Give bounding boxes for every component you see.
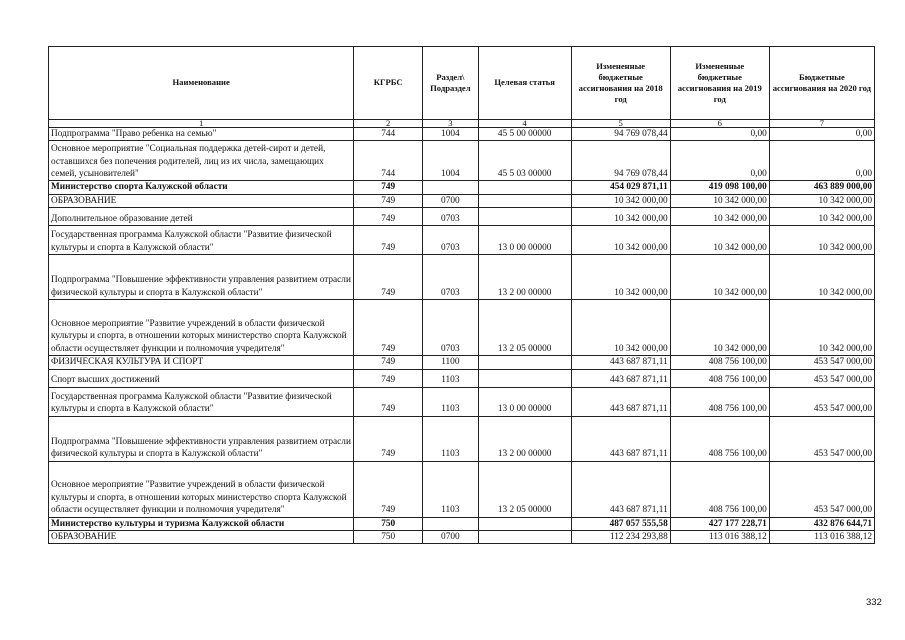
row-value-2019: 0,00 xyxy=(670,141,769,181)
row-value-2019: 408 756 100,00 xyxy=(670,416,769,461)
table-row xyxy=(49,369,875,387)
row-value-2020: 0,00 xyxy=(769,128,874,141)
column-number-row xyxy=(49,120,875,128)
col-number: 1 xyxy=(49,120,354,128)
row-value-2018: 112 234 293,88 xyxy=(571,531,670,544)
row-kgrbs: 749 xyxy=(354,387,423,416)
row-value-2018: 443 687 871,11 xyxy=(571,416,670,461)
row-value-2018: 10 342 000,00 xyxy=(571,226,670,255)
row-value-2020: 10 342 000,00 xyxy=(769,208,874,226)
row-name: Основное мероприятие "Развитие учреждений в области физической культуры и спорта, в отношении которых министерство спорта Калужской области осуществляет функции и полномочия учредителя" xyxy=(49,461,354,517)
row-kgrbs: 750 xyxy=(354,517,423,530)
row-kgrbs: 749 xyxy=(354,416,423,461)
row-value-2018: 10 342 000,00 xyxy=(571,300,670,356)
col-header-2018: Измененные бюджетные ассигнования на 2018 год xyxy=(571,47,670,120)
row-name: Подпрограмма "Повышение эффективности управления развитием отрасли физической культуры и спорта в Калужской области" xyxy=(49,416,354,461)
row-value-2020: 113 016 388,12 xyxy=(769,531,874,544)
row-value-2019: 113 016 388,12 xyxy=(670,531,769,544)
row-value-2018: 94 769 078,44 xyxy=(571,141,670,181)
row-target xyxy=(478,369,571,387)
row-value-2019: 408 756 100,00 xyxy=(670,369,769,387)
table-row xyxy=(49,300,875,356)
row-section: 0700 xyxy=(423,531,479,544)
row-value-2019: 0,00 xyxy=(670,128,769,141)
row-target: 13 2 00 00000 xyxy=(478,255,571,300)
row-target: 13 2 00 00000 xyxy=(478,416,571,461)
row-section: 1100 xyxy=(423,356,479,369)
page-number: 332 xyxy=(866,597,882,608)
row-section: 1103 xyxy=(423,387,479,416)
row-value-2019: 10 342 000,00 xyxy=(670,300,769,356)
row-value-2018: 443 687 871,11 xyxy=(571,387,670,416)
row-name: Основное мероприятие "Развитие учреждений в области физической культуры и спорта, в отношении которых министерство спорта Калужской области осуществляет функции и полномочия учредителя" xyxy=(49,300,354,356)
row-value-2020: 10 342 000,00 xyxy=(769,255,874,300)
row-target xyxy=(478,194,571,207)
table-row xyxy=(49,181,875,194)
row-section xyxy=(423,181,479,194)
row-target xyxy=(478,356,571,369)
row-value-2020: 453 547 000,00 xyxy=(769,416,874,461)
col-header-name: Наименование xyxy=(49,47,354,120)
row-value-2020: 10 342 000,00 xyxy=(769,300,874,356)
row-section: 1004 xyxy=(423,128,479,141)
table-row xyxy=(49,255,875,300)
row-value-2018: 443 687 871,11 xyxy=(571,461,670,517)
row-target: 45 5 03 00000 xyxy=(478,141,571,181)
row-target xyxy=(478,531,571,544)
row-name: Дополнительное образование детей xyxy=(49,208,354,226)
table-row xyxy=(49,128,875,141)
table-row xyxy=(49,387,875,416)
row-kgrbs: 749 xyxy=(354,300,423,356)
row-kgrbs: 749 xyxy=(354,356,423,369)
row-kgrbs: 749 xyxy=(354,461,423,517)
col-header-kgrbs: КГРБС xyxy=(354,47,423,120)
table-row xyxy=(49,461,875,517)
row-section: 1103 xyxy=(423,461,479,517)
row-target: 13 2 05 00000 xyxy=(478,300,571,356)
row-value-2020: 453 547 000,00 xyxy=(769,387,874,416)
row-name: ОБРАЗОВАНИЕ xyxy=(49,194,354,207)
row-kgrbs: 749 xyxy=(354,369,423,387)
row-value-2020: 453 547 000,00 xyxy=(769,356,874,369)
row-section: 0700 xyxy=(423,194,479,207)
row-value-2019: 408 756 100,00 xyxy=(670,461,769,517)
table-row xyxy=(49,416,875,461)
row-target: 13 0 00 00000 xyxy=(478,226,571,255)
row-kgrbs: 749 xyxy=(354,181,423,194)
row-value-2018: 487 057 555,58 xyxy=(571,517,670,530)
row-value-2020: 453 547 000,00 xyxy=(769,369,874,387)
row-section: 0703 xyxy=(423,226,479,255)
row-value-2019: 10 342 000,00 xyxy=(670,208,769,226)
row-value-2018: 10 342 000,00 xyxy=(571,255,670,300)
row-target xyxy=(478,208,571,226)
col-header-2019: Измененные бюджетные ассигнования на 2019 год xyxy=(670,47,769,120)
col-number: 6 xyxy=(670,120,769,128)
col-number: 3 xyxy=(423,120,479,128)
row-value-2019: 408 756 100,00 xyxy=(670,387,769,416)
row-value-2019: 408 756 100,00 xyxy=(670,356,769,369)
row-value-2018: 94 769 078,44 xyxy=(571,128,670,141)
row-kgrbs: 744 xyxy=(354,141,423,181)
row-name: Подпрограмма "Право ребенка на семью" xyxy=(49,128,354,141)
row-name: ФИЗИЧЕСКАЯ КУЛЬТУРА И СПОРТ xyxy=(49,356,354,369)
col-header-section: Раздел\ Подраздел xyxy=(423,47,479,120)
row-value-2019: 10 342 000,00 xyxy=(670,255,769,300)
row-section: 1103 xyxy=(423,369,479,387)
row-section: 1004 xyxy=(423,141,479,181)
row-value-2018: 454 029 871,11 xyxy=(571,181,670,194)
row-value-2018: 10 342 000,00 xyxy=(571,208,670,226)
row-value-2020: 0,00 xyxy=(769,141,874,181)
row-name: Государственная программа Калужской области "Развитие физической культуры и спорта в Калужской области" xyxy=(49,387,354,416)
row-name: Министерство культуры и туризма Калужской области xyxy=(49,517,354,530)
row-section: 0703 xyxy=(423,300,479,356)
row-target xyxy=(478,517,571,530)
row-value-2020: 10 342 000,00 xyxy=(769,226,874,255)
col-number: 5 xyxy=(571,120,670,128)
col-header-target: Целевая статья xyxy=(478,47,571,120)
row-section: 0703 xyxy=(423,255,479,300)
row-kgrbs: 749 xyxy=(354,226,423,255)
row-value-2020: 10 342 000,00 xyxy=(769,194,874,207)
header-row xyxy=(49,47,875,120)
table-row xyxy=(49,194,875,207)
table-row xyxy=(49,226,875,255)
row-name: Основное мероприятие "Социальная поддержка детей-сирот и детей, оставшихся без попечения родителей, лиц из их числа, замещающих семей, усыновителей" xyxy=(49,141,354,181)
row-name: ОБРАЗОВАНИЕ xyxy=(49,531,354,544)
col-header-2020: Бюджетные ассигнования на 2020 год xyxy=(769,47,874,120)
row-value-2019: 10 342 000,00 xyxy=(670,226,769,255)
col-number: 4 xyxy=(478,120,571,128)
row-value-2018: 443 687 871,11 xyxy=(571,369,670,387)
row-target xyxy=(478,181,571,194)
table-row xyxy=(49,356,875,369)
col-number: 7 xyxy=(769,120,874,128)
row-kgrbs: 750 xyxy=(354,531,423,544)
row-target: 13 0 00 00000 xyxy=(478,387,571,416)
row-kgrbs: 749 xyxy=(354,255,423,300)
row-name: Подпрограмма "Повышение эффективности управления развитием отрасли физической культуры и спорта в Калужской области" xyxy=(49,255,354,300)
table-row xyxy=(49,517,875,530)
row-name: Министерство спорта Калужской области xyxy=(49,181,354,194)
row-kgrbs: 749 xyxy=(354,208,423,226)
row-section xyxy=(423,517,479,530)
table-row xyxy=(49,208,875,226)
budget-table xyxy=(48,46,875,544)
table-row xyxy=(49,531,875,544)
row-value-2019: 419 098 100,00 xyxy=(670,181,769,194)
row-name: Государственная программа Калужской области "Развитие физической культуры и спорта в Калужской области" xyxy=(49,226,354,255)
row-value-2020: 463 889 000,00 xyxy=(769,181,874,194)
row-value-2018: 10 342 000,00 xyxy=(571,194,670,207)
row-name: Спорт высших достижений xyxy=(49,369,354,387)
row-target: 13 2 05 00000 xyxy=(478,461,571,517)
row-value-2020: 453 547 000,00 xyxy=(769,461,874,517)
row-value-2019: 10 342 000,00 xyxy=(670,194,769,207)
row-value-2020: 432 876 644,71 xyxy=(769,517,874,530)
row-value-2019: 427 177 228,71 xyxy=(670,517,769,530)
row-kgrbs: 744 xyxy=(354,128,423,141)
row-target: 45 5 00 00000 xyxy=(478,128,571,141)
row-section: 0703 xyxy=(423,208,479,226)
row-value-2018: 443 687 871,11 xyxy=(571,356,670,369)
col-number: 2 xyxy=(354,120,423,128)
table-row xyxy=(49,141,875,181)
row-kgrbs: 749 xyxy=(354,194,423,207)
row-section: 1103 xyxy=(423,416,479,461)
